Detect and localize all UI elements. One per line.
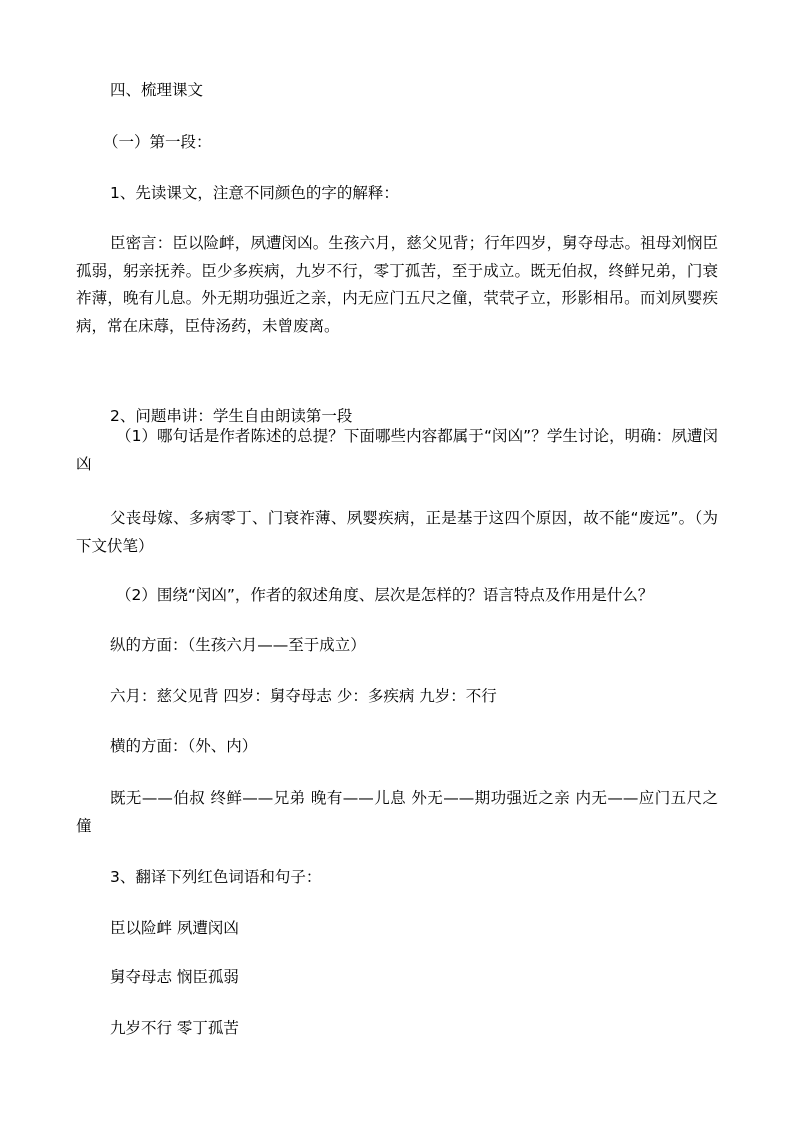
horizontal-aspect-detail: 既无——伯叔 终鲜——兄弟 晚有——儿息 外无——期功强近之亲 内无——应门五尺之僮	[76, 789, 718, 835]
horizontal-aspect-title: 横的方面：（外、内）	[110, 737, 258, 755]
section-heading: 四、梳理课文	[110, 81, 204, 99]
step-3-instruction: 3、翻译下列红色词语和句子：	[110, 868, 322, 886]
vertical-aspect-detail: 六月：慈父见背 四岁：舅夺母志 少：多疾病 九岁：不行	[110, 687, 497, 705]
step-1-instruction: 1、先读课文，注意不同颜色的字的解释：	[110, 184, 399, 202]
vertical-aspect-title: 纵的方面：（生孩六月——至于成立）	[110, 636, 366, 654]
question-2: （2）围绕“闵凶”，作者的叙述角度、层次是怎样的？语言特点及作用是什么？	[116, 586, 654, 604]
classical-passage: 臣密言：臣以险衅，夙遭闵凶。生孩六月，慈父见背；行年四岁，舅夺母志。祖母刘悯臣孤弱，躬亲抚养。臣少多疾病，九岁不行，零丁孤苦，至于成立。既无伯叔，终鲜兄弟，门衰祚薄，晚有儿息。外无期功强近之亲，内无应门五尺之僮，茕茕孑立，形影相吊。而刘夙婴疾病，常在床蓐，臣侍汤药，未曾废离。	[76, 234, 718, 335]
translation-item-2: 舅夺母志 悯臣孤弱	[110, 968, 239, 986]
step-2-instruction: 2、问题串讲：学生自由朗读第一段	[110, 407, 353, 425]
translation-item-3: 九岁不行 零丁孤苦	[110, 1019, 239, 1037]
translation-item-1: 臣以险衅 夙遭闵凶	[110, 919, 239, 937]
answer-1: 父丧母嫁、多病零丁、门衰祚薄、夙婴疾病，正是基于这四个原因，故不能“废远”。（为下文伏笔）	[76, 509, 718, 555]
question-1: （1）哪句话是作者陈述的总提？下面哪些内容都属于“闵凶”？学生讨论，明确：夙遭闵凶	[76, 427, 718, 473]
subsection-title: （一）第一段：	[103, 133, 212, 151]
